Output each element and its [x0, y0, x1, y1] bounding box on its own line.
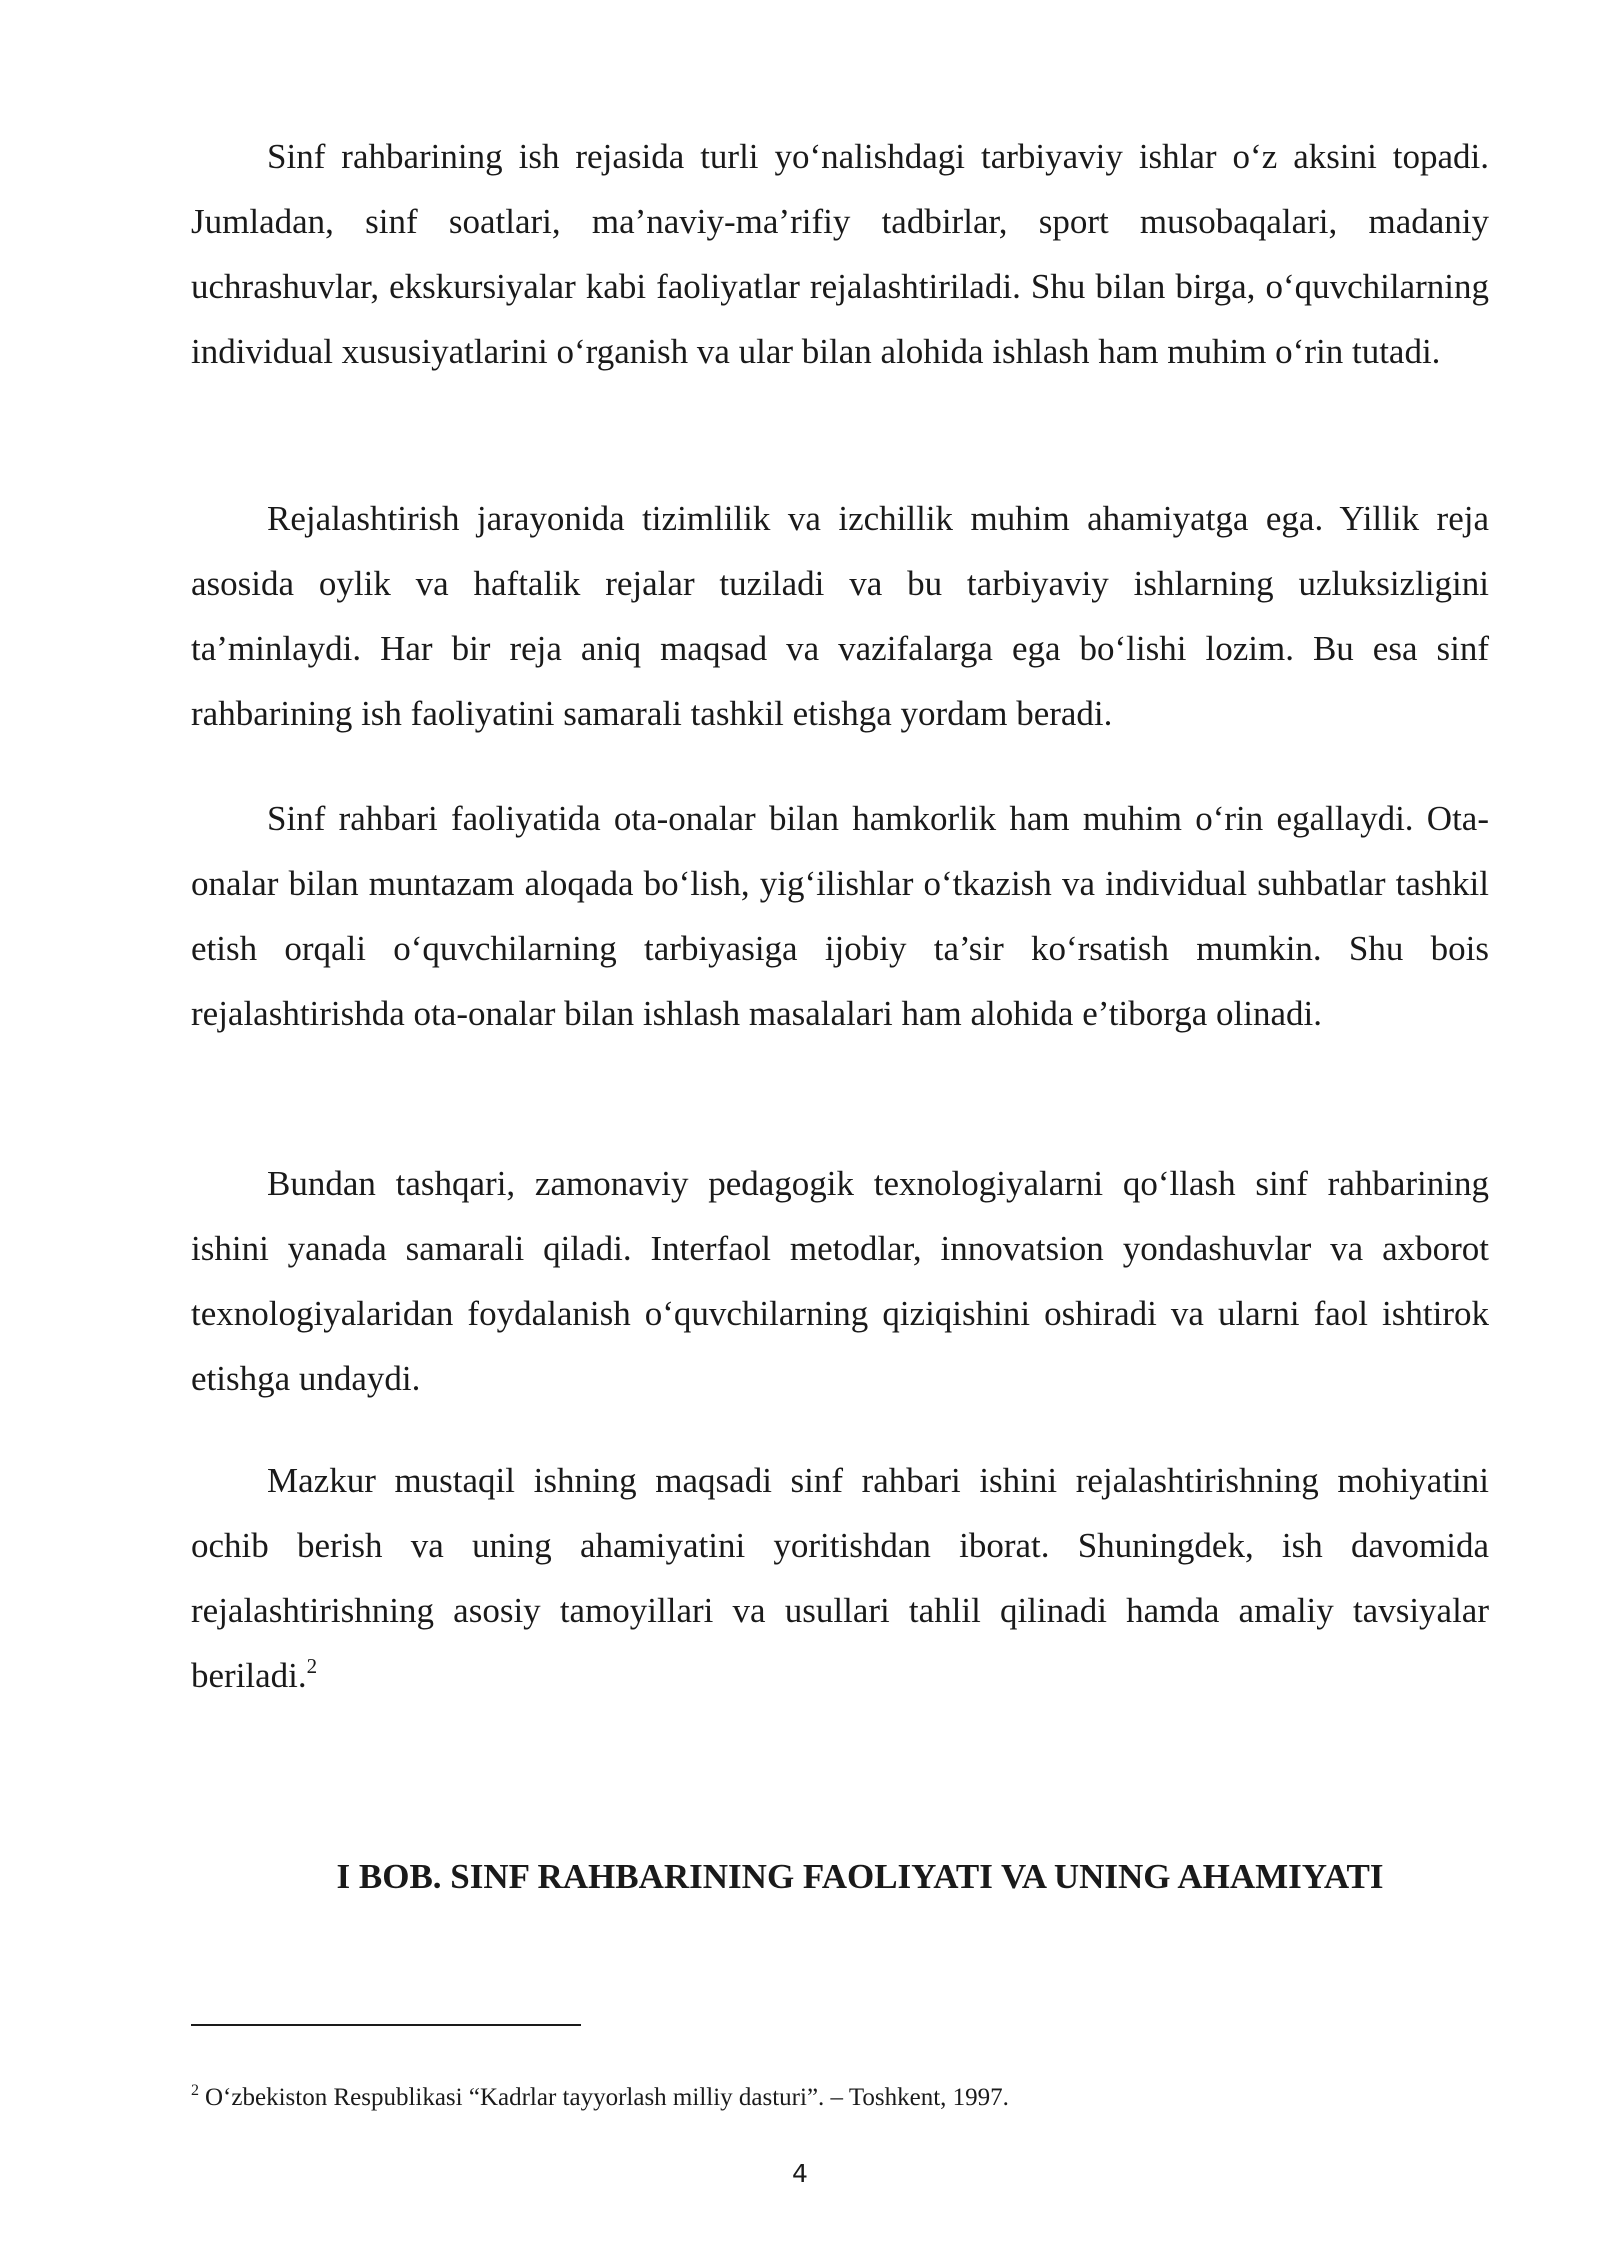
chapter-heading: I BOB. SINF RAHBARINING FAOLIYATI VA UNING AHAMIYATI — [336, 1857, 1384, 1896]
body-paragraph-2: Rejalashtirish jarayonida tizimlilik va izchillik muhim ahamiyatga ega. Yillik reja asosida oylik va haftalik rejalar tuziladi va bu tarbiyaviy ishlarning uzluksizligini ta’minlaydi. Har bir reja aniq maqsad va vazifalarga ega bo‘lishi lozim. Bu esa sinf rahbarining ish faoliyatini samarali tashkil etishga yordam beradi. — [191, 499, 1489, 733]
footnote-number: 2 — [191, 2082, 199, 2099]
body-paragraph-4: Bundan tashqari, zamonaviy pedagogik texnologiyalarni qo‘llash sinf rahbarining ishini yanada samarali qiladi. Interfaol metodlar, innovatsion yondashuvlar va axborot texnologiyalaridan foydalanish o‘quvchilarning qiziqishini oshiradi va ularni faol ishtirok etishga undaydi. — [191, 1164, 1489, 1398]
body-paragraph-5 — [191, 1448, 1489, 1708]
page-number: 4 — [792, 2159, 808, 2188]
body-paragraph-3: Sinf rahbari faoliyatida ota-onalar bilan hamkorlik ham muhim o‘rin egallaydi. Ota-onalar bilan muntazam aloqada bo‘lish, yig‘ilishlar o‘tkazish va individual suhbatlar tashkil etish orqali o‘quvchilarning tarbiyasiga ijobiy ta’sir ko‘rsatish mumkin. Shu bois rejalashtirishda ota-onalar bilan ishlash masalalari ham alohida e’tiborga olinadi. — [191, 799, 1489, 1033]
body-paragraph-1: Sinf rahbarining ish rejasida turli yo‘nalishdagi tarbiyaviy ishlar o‘z aksini topadi. Jumladan, sinf soatlari, ma’naviy-ma’rifiy tadbirlar, sport musobaqalari, madaniy uchrashuvlar, ekskursiyalar kabi faoliyatlar rejalashtiriladi. Shu bilan birga, o‘quvchilarning individual xususiyatlarini o‘rganish va ular bilan alohida ishlash ham muhim o‘rin tutadi. — [191, 137, 1489, 371]
footnote-reference[interactable]: 2 — [306, 1654, 318, 1678]
footnote-separator — [191, 2024, 581, 2026]
footnote — [191, 2080, 1489, 2116]
body-paragraph-5-text: Mazkur mustaqil ishning maqsadi sinf rahbari ishini rejalashtirishning mohiyatini ochib berish va uning ahamiyatini yoritishdan iborat. Shuningdek, ish davomida rejalashtirishning asosiy tamoyillari va usullari tahlil qilinadi hamda amaliy tavsiyalar beriladi. — [191, 1461, 1489, 1695]
footnote-text: O‘zbekiston Respublikasi “Kadrlar tayyorlash milliy dasturi”. – Toshkent, 1997. — [205, 2084, 1009, 2111]
